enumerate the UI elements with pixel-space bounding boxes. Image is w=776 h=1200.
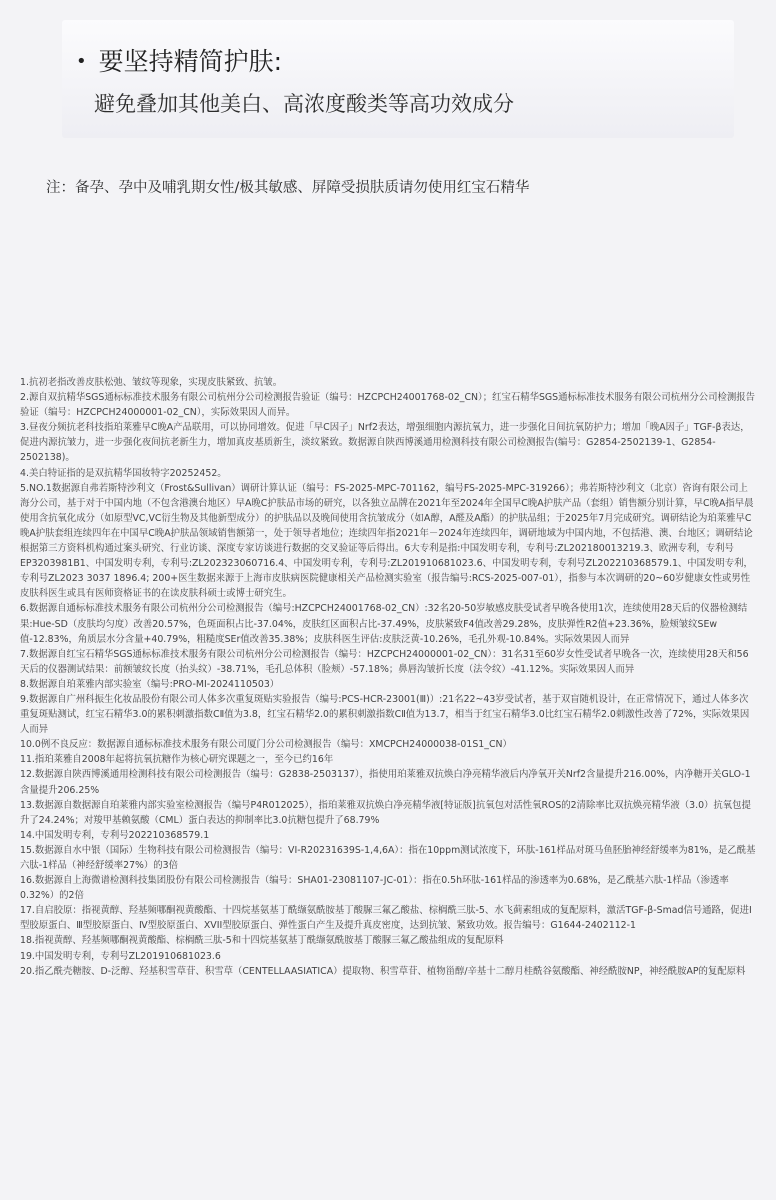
- footnote: 7.数据源自红宝石精华SGS通标标准技术服务有限公司杭州分公司检测报告（编号：HZCPCH24000001-02_CN）：31名31至60岁女性受试者早晚各一次，连续使用28天和56天后的仪器测试结果：前额皱纹长度（抬头纹）-38.71%，毛孔总体积（脸颊）-57.18%；鼻唇沟皱折长度（法令纹）-41.12%。实际效果因人而异: [20, 648, 749, 675]
- footnote: 6.数据源自通标标准技术服务有限公司杭州分公司检测报告（编号:HZCPCH24001768-02_CN）:32名20-50岁敏感皮肤受试者早晚各使用1次，连续使用28天后的仪器检测结果:Hue-SD（皮肤均匀度）改善20.57%，色斑面积占比-37.04%，皮肤红区面积占比-37.49%，皮肤紧致F4值改善29.28%，皮肤弹性R2值+23.36%，脸颊皱纹SEw值-12.83%，角质层水分含量+40.79%，粗糙度SEr值改善35.38%；皮肤科医生评估:皮肤泛黄-10.26%，毛孔外观-10.84%。实际效果因人而异: [20, 603, 748, 645]
- footnote: 14.中国发明专利，专利号202210368579.1: [20, 829, 210, 841]
- footnote: 3.昼夜分频抗老科技指珀莱雅早C晚A产品联用，可以协同增效。促进「早C因子」Nrf2表达，增强细胞内源抗氧力，进一步强化日间抗氧防护力；增加「晚A因子」TGF-β表达，促进内源抗皱力，进一步强化夜间抗老新生力，增加真皮基质新生，淡纹紧致。数据源自陕西博溪通用检测科技有限公司检测报告(编号：G2854-2502139-1、G2854-2502138)。: [20, 422, 750, 464]
- highlight-card: [62, 20, 734, 138]
- footnote: 19.中国发明专利，专利号ZL201910681023.6: [20, 950, 221, 962]
- headline: [76, 42, 282, 78]
- footnote: 9.数据源自广州科振生化妆品股份有限公司人体多次重复斑贴实验报告（编号:PCS-HCR-23001(Ⅲ)）:21名22~43岁受试者，基于双盲随机设计，在正常情况下，通过人体多次重复斑贴测试，红宝石精华3.0的累积刺激指数CⅡ值为3.8，红宝石精华2.0的累积刺激指数CⅡ值为13.7，相当于红宝石精华3.0比红宝石精华2.0刺激性改善了72%，实际效果因人而异: [20, 693, 750, 736]
- usage-note: 注：备孕、孕中及哺乳期女性/极其敏感、屏障受损肤质请勿使用红宝石精华: [46, 180, 530, 196]
- footnote: 11.指珀莱雅自2008年起将抗氧抗糖作为核心研究课题之一，至今已约16年: [20, 754, 334, 766]
- footnote: 5.NO.1数据源自弗若斯特沙利文（Frost&Sullivan）调研计算认证（编号：FS-2025-MPC-701162，编号FS-2025-MPC-319266）；弗若斯特沙利文（北京）咨询有限公司上海分公司，基于对于中国内地（不包含港澳台地区）早A晚C护肤品市场的研究，以各独立品牌在2021年至2024年全国早C晚A护肤产品（套组）销售额分别计算，早C晚A指早晨使用含抗氧化成分（如原型VC,VC衍生物及其他新型成分）的护肤品以及晚间使用含抗皱成分（如A醇，A醛及A酯）的护肤品组；于2025年7月完成研究。调研结论为珀莱雅早C晚A护肤套组连续四年在中国早C晚A护肤品领域销售额第一，处于领导者地位；连续四年指2021年－2024年连续四年，调研地域为中国内地，不包括港、澳、台地区；调研结论根据第三方资料机构通过案头研究、行业访谈、深度专家访谈进行数据的交叉验证等后得出。6大专利是指:中国发明专利，专利号:ZL202180013219.3、欧洲专利，专利号EP3203981B1、中国发明专利，专利号:ZL202323060716.4、中国发明专利，专利号:ZL201910681023.6、中国发明专利，专利号ZL202210368579.1、中国发明专利，专利号ZL2023 3037 1896.4; 200+医生数据来源于上海市皮肤病医院健康相关产品检测实验室（报告编号:RCS-2025-007-01），指参与本次调研的20~60岁健康女性或男性皮肤科医生或具有医师资格证书的在读皮肤科硕士或博士研究生。: [20, 482, 754, 600]
- footnote: 10.0例不良反应：数据源自通标标准技术服务有限公司厦门分公司检测报告（编号：XMCPCH24000038-01S1_CN）: [20, 739, 512, 751]
- footnote: 8.数据源自珀莱雅内部实验室（编号:PRO-MI-2024110503）: [20, 678, 280, 690]
- footnote: 12.数据源自陕西博溪通用检测科技有限公司检测报告（编号：G2838-2503137），指使用珀莱雅双抗焕白净亮精华液后内净氧开关Nrf2含量提升216.00%，内净糖开关GLO-1含量提升206.25%: [20, 769, 751, 796]
- subline: 避免叠加其他美白、高浓度酸类等高功效成分: [94, 92, 514, 116]
- bullet-icon: •: [76, 51, 87, 72]
- footnote: 17.自启胶原：指视黄醇、羟基频哪酮视黄酸酯、十四烷基氨基丁酰缬氨酰胺基丁酸脲三氟乙酸盐、棕榈酰三肽-5、水飞蓟素组成的复配原料，激活TGF-β-Smad信号通路，促进Ⅰ型胶原蛋白、Ⅲ型胶原蛋白、Ⅳ型胶原蛋白、XVII型胶原蛋白、弹性蛋白产生及提升真皮密度，达到抗皱、紧致功效。报告编号：G1644-2402112-1: [20, 905, 752, 932]
- footnote: 4.美白特证指的是双抗精华国妆特字20252452。: [20, 467, 227, 479]
- footnote: 16.数据源自上海微谱检测科技集团股份有限公司检测报告（编号：SHA01-23081107-JC-01）：指在0.5h环肽-161样品的渗透率为0.68%，是乙酰基六肽-1样品（渗透率0.32%）的2倍: [20, 875, 729, 902]
- headline-text: 要坚持精简护肤:: [98, 47, 283, 76]
- footnote: 13.数据源自数据源自珀莱雅内部实验室检测报告（编号P4R012025），指珀莱雅双抗焕白净亮精华液[特证版]抗氧包对活性氧ROS的2清除率比双抗焕亮精华液（3.0）抗氧包提升了24.24%；对羧甲基赖氨酸（CML）蛋白表达的抑制率比3.0抗糖包提升了68.79%: [20, 799, 751, 826]
- footnote: 20.指乙酰壳糖胺、D-泛醇、羟基积雪草苷、积雪草（CENTELLAASIATICA）提取物、积雪草苷、植物甾醇/辛基十二醇月桂酰谷氨酸酯、神经酰胺NP，神经酰胺AP的复配原料: [20, 965, 746, 977]
- footnote: 2.源自双抗精华SGS通标标准技术服务有限公司杭州分公司检测报告验证（编号：HZCPCH24001768-02_CN）；红宝石精华SGS通标标准技术服务有限公司杭州分公司检测报告验证（编号：HZCPCH24000001-02_CN），实际效果因人而异。: [20, 392, 756, 419]
- footnotes: [20, 375, 756, 979]
- footnote: 1.抗初老指改善皮肤松弛、皱纹等现象，实现皮肤紧致、抗皱。: [20, 377, 283, 388]
- footnote: 18.指视黄醇、羟基频哪酮视黄酸酯、棕榈酰三肽-5和十四烷基氨基丁酰缬氨酰胺基丁酸脲三氟乙酸盐组成的复配原料: [20, 935, 504, 947]
- footnote: 15.数据源自水中银（国际）生物科技有限公司检测报告（编号：VI-R20231639S-1,4,6A）：指在10ppm测试浓度下，环肽-161样品对斑马鱼胚胎神经舒缓率为81%，是乙酰基六肽-1样品（神经舒缓率27%）的3倍: [20, 844, 756, 871]
